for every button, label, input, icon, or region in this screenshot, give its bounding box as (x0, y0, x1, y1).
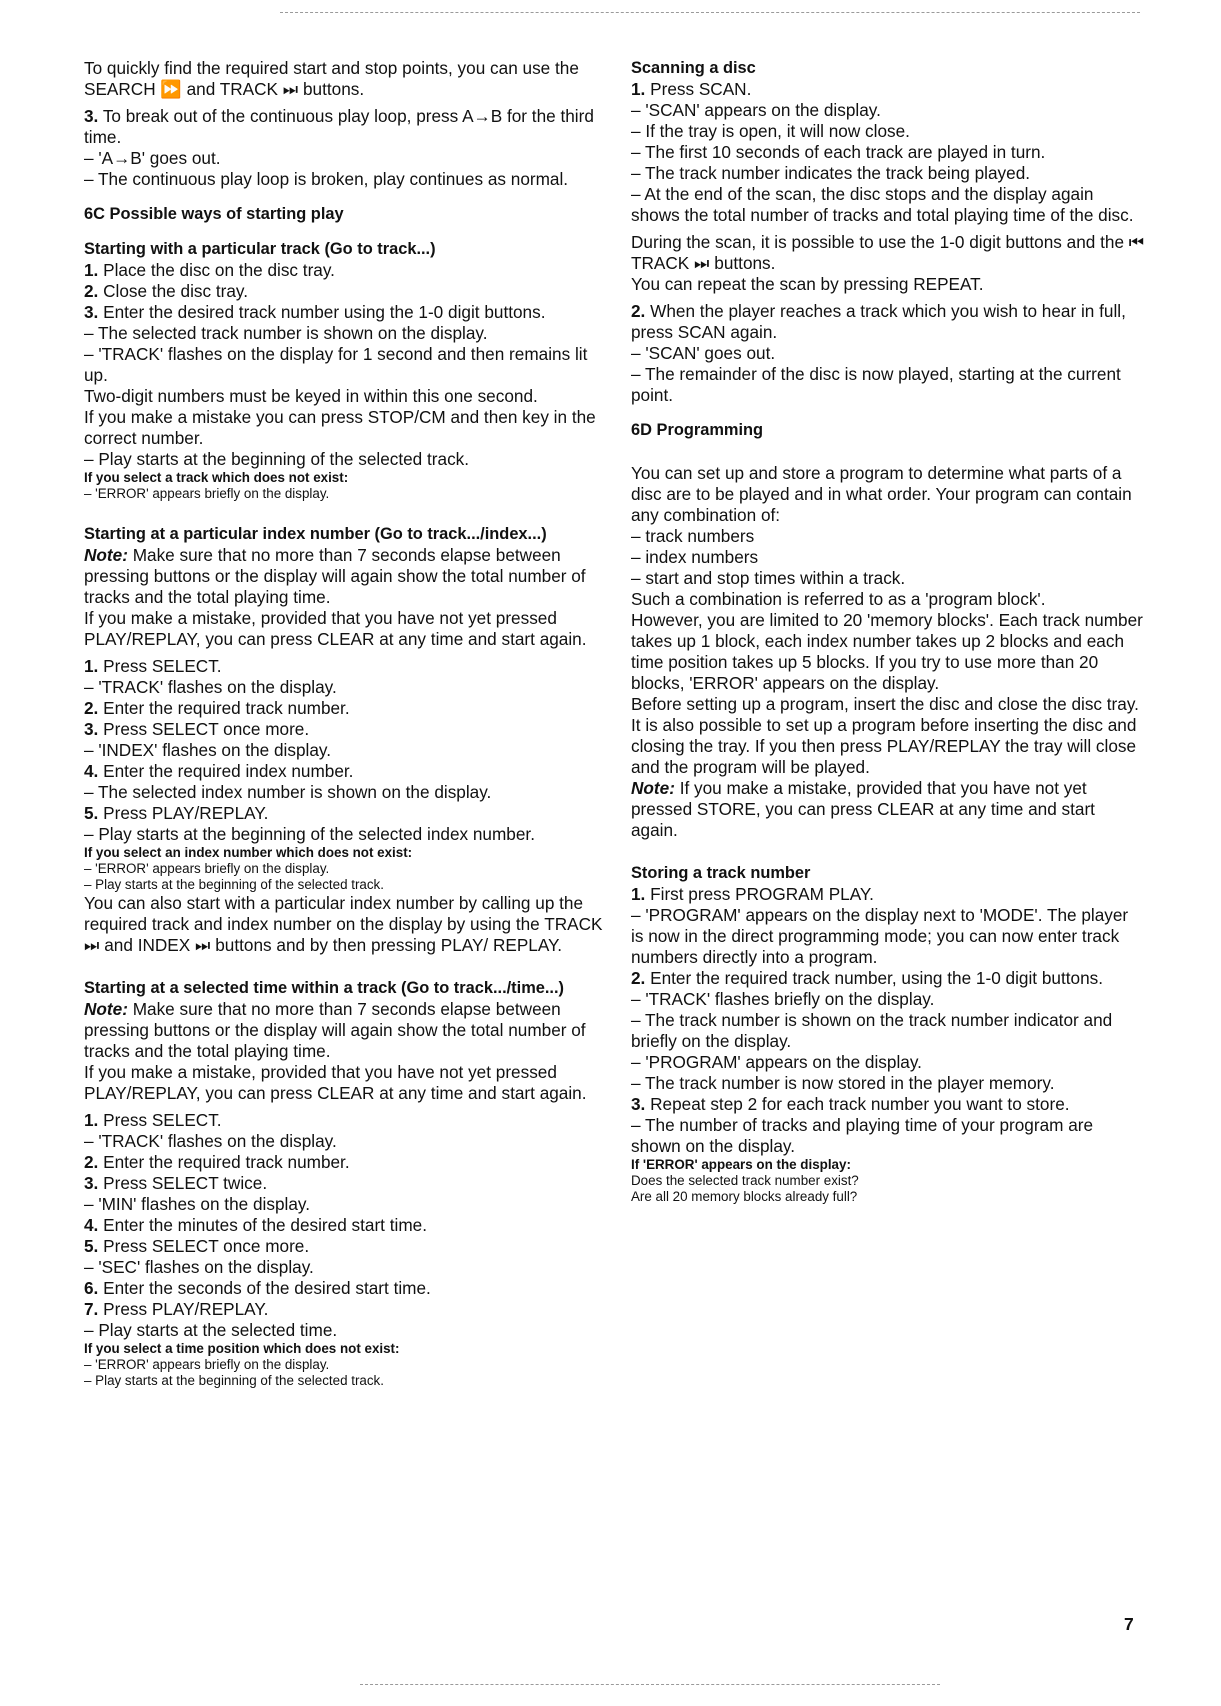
step-text: – The selected index number is shown on the display. (84, 782, 492, 802)
step-text: Press SELECT once more. (103, 719, 310, 739)
mistake-paragraph: If you make a mistake, provided that you have not yet pressed PLAY/REPLAY, you can press CLEAR at any time and start again. (84, 608, 587, 649)
step-text: Repeat step 2 for each track number you want to store. (650, 1094, 1070, 1114)
step-line (84, 1299, 604, 1320)
step-number: 3. (84, 106, 99, 126)
step-text: Enter the required track number, using the 1-0 digit buttons. (650, 968, 1103, 988)
step-line (84, 719, 604, 740)
step-line (84, 1320, 604, 1341)
step-line (84, 260, 604, 281)
scan-artifact-top (280, 12, 1140, 13)
step-number: 1. (631, 79, 646, 99)
step-text: – Play starts at the beginning of the selected index number. (84, 824, 535, 844)
step-text: – The track number is shown on the track number indicator and briefly on the display. (631, 1010, 1113, 1051)
step-number: 3. (84, 1173, 99, 1193)
list-item: – index numbers (631, 547, 759, 567)
step-line (84, 677, 604, 698)
step-line (84, 824, 604, 845)
step-number: 3. (84, 719, 99, 739)
step-line (631, 1052, 1145, 1073)
step-text: – Play starts at the selected time. (84, 1320, 338, 1340)
step-text: – The track number is now stored in the player memory. (631, 1073, 1055, 1093)
error-title: If you select a track which does not exist: (84, 470, 349, 485)
step-text: First press PROGRAM PLAY. (650, 884, 874, 904)
step-line (631, 884, 1145, 905)
step-line (84, 656, 604, 677)
note-line: – 'TRACK' flashes on the display for 1 second and then remains lit up. (84, 344, 588, 385)
step-text: Press PLAY/REPLAY. (103, 1299, 269, 1319)
step-text: Close the disc tray. (103, 281, 249, 301)
note-line: If you make a mistake you can press STOP/CM and then key in the correct number. (84, 407, 596, 448)
step-text: – 'TRACK' flashes on the display. (84, 677, 337, 697)
right-column (631, 58, 1145, 1205)
step-number: 1. (84, 260, 99, 280)
program-paragraph: However, you are limited to 20 'memory blocks'. Each track number takes up 1 block, each index number takes up 2 blocks and each time position takes up 5 blocks. If you try to use more than 20 blocks, 'ERROR' appears on the display. (631, 610, 1143, 693)
step-text: To break out of the continuous play loop, press A→B for the third time. (84, 106, 594, 147)
step-text: Press PLAY/REPLAY. (103, 803, 269, 823)
step-text: – 'PROGRAM' appears on the display next to 'MODE'. The player is now in the direct programming mode; you can now enter track numbers directly into a program. (631, 905, 1129, 967)
step-number: 7. (84, 1299, 99, 1319)
step-line (631, 968, 1145, 989)
step-line (84, 1194, 604, 1215)
step-text: – 'INDEX' flashes on the display. (84, 740, 331, 760)
step-text: – 'MIN' flashes on the display. (84, 1194, 310, 1214)
note-line: Two-digit numbers must be keyed in within this one second. (84, 386, 538, 406)
step-text: Press SELECT once more. (103, 1236, 310, 1256)
step-3 (84, 106, 604, 148)
note-paragraph (631, 778, 1145, 841)
note-label: Note: (631, 778, 675, 798)
step-line (84, 1236, 604, 1257)
error-title: If you select an index number which does not exist: (84, 845, 413, 860)
step-line (84, 281, 604, 302)
step-text: Enter the required track number. (103, 1152, 350, 1172)
step-number: 1. (631, 884, 646, 904)
step-text: – 'PROGRAM' appears on the display. (631, 1052, 922, 1072)
step-line (631, 989, 1145, 1010)
step-line (84, 761, 604, 782)
step-text: Enter the minutes of the desired start time. (103, 1215, 427, 1235)
step-text: Enter the seconds of the desired start time. (103, 1278, 431, 1298)
result-line: – The continuous play loop is broken, play continues as normal. (84, 169, 569, 189)
step-text: Press SELECT. (103, 1110, 222, 1130)
mistake-paragraph: If you make a mistake, provided that you have not yet pressed PLAY/REPLAY, you can press CLEAR at any time and start again. (84, 1062, 587, 1103)
result-line: – The track number indicates the track being played. (631, 163, 1031, 183)
note-text: Make sure that no more than 7 seconds elapse between pressing buttons or the display will again show the total number of tracks and the total playing time. (84, 999, 586, 1061)
error-line: – 'ERROR' appears briefly on the display. (84, 486, 330, 501)
subheading-go-to-time: Starting at a selected time within a track (Go to track.../time...) (84, 979, 565, 997)
subheading-go-to-index: Starting at a particular index number (Go to track.../index...) (84, 525, 547, 543)
section-heading-6c: 6C Possible ways of starting play (84, 205, 344, 223)
error-title: If 'ERROR' appears on the display: (631, 1157, 851, 1172)
step-text: Press SCAN. (650, 79, 752, 99)
result-line: – The first 10 seconds of each track are played in turn. (631, 142, 1046, 162)
note-paragraph (84, 545, 604, 608)
step-line (84, 1278, 604, 1299)
subheading-go-to-track: Starting with a particular track (Go to track...) (84, 240, 436, 258)
step-text: Enter the desired track number using the 1-0 digit buttons. (103, 302, 546, 322)
step-line (84, 1215, 604, 1236)
step-line (631, 79, 1145, 100)
during-paragraph: During the scan, it is possible to use the 1-0 digit buttons and the ⏮ TRACK ⏭ buttons. (631, 232, 1145, 273)
step-line (84, 698, 604, 719)
note-text: Make sure that no more than 7 seconds elapse between pressing buttons or the display will again show the total number of tracks and the total playing time. (84, 545, 586, 607)
step-line (631, 301, 1145, 343)
section-heading-6d: 6D Programming (631, 421, 764, 439)
step-text: Press SELECT. (103, 656, 222, 676)
subheading-storing: Storing a track number (631, 864, 811, 882)
step-line (631, 905, 1145, 968)
list-item: – start and stop times within a track. (631, 568, 906, 588)
step-line (631, 1010, 1145, 1052)
step-line (631, 1073, 1145, 1094)
extra-paragraph: You can also start with a particular index number by calling up the required track and index number on the display by using the TRACK ⏭ and INDEX ⏭ buttons and by then pressing PLAY/ REPLAY. (84, 893, 603, 955)
step-line (84, 302, 604, 323)
left-column (84, 58, 604, 1389)
program-paragraph: Such a combination is referred to as a 'program block'. (631, 589, 1046, 609)
repeat-line: You can repeat the scan by pressing REPEAT. (631, 274, 984, 294)
program-paragraph: Before setting up a program, insert the disc and close the disc tray. It is also possible to set up a program before inserting the disc and closing the tray. If you then press PLAY/REPLAY the tray will close and the program will be played. (631, 694, 1139, 777)
step-text: Enter the required track number. (103, 698, 350, 718)
page-number: 7 (1124, 1614, 1134, 1634)
step-text: – The number of tracks and playing time of your program are shown on the display. (631, 1115, 1094, 1156)
note-label: Note: (84, 545, 128, 565)
step-line (631, 1094, 1145, 1115)
programming-intro: You can set up and store a program to determine what parts of a disc are to be played and in what order. Your program can contain any combination of: (631, 463, 1132, 525)
error-line: Does the selected track number exist? (631, 1173, 859, 1188)
step-number: 5. (84, 1236, 99, 1256)
result-line: – At the end of the scan, the disc stops and the display again shows the total number of tracks and total playing time of the disc. (631, 184, 1134, 225)
step-line (84, 782, 604, 803)
intro-text: To quickly find the required start and stop points, you can use the SEARCH ⏩ and TRACK ⏭ buttons. (84, 58, 579, 99)
step-number: 4. (84, 761, 99, 781)
result-line: – 'A→B' goes out. (84, 148, 221, 168)
error-line: – Play starts at the beginning of the selected track. (84, 877, 384, 892)
step-text: – 'TRACK' flashes on the display. (84, 1131, 337, 1151)
step-number: 2. (631, 968, 646, 988)
error-title: If you select a time position which does not exist: (84, 1341, 400, 1356)
step-number: 3. (631, 1094, 646, 1114)
result-line: – The remainder of the disc is now played, starting at the current point. (631, 364, 1121, 405)
step-line (84, 1257, 604, 1278)
step-number: 2. (84, 1152, 99, 1172)
note-label: Note: (84, 999, 128, 1019)
step-line (84, 1110, 604, 1131)
error-line: – Play starts at the beginning of the selected track. (84, 1373, 384, 1388)
error-line: – 'ERROR' appears briefly on the display. (84, 861, 330, 876)
list-item: – track numbers (631, 526, 755, 546)
step-number: 3. (84, 302, 99, 322)
step-line (84, 1152, 604, 1173)
result-line: – 'SCAN' goes out. (631, 343, 776, 363)
step-number: 2. (84, 698, 99, 718)
step-line (84, 1131, 604, 1152)
step-number: 6. (84, 1278, 99, 1298)
note-paragraph (84, 999, 604, 1062)
step-line (631, 1115, 1145, 1157)
note-text: If you make a mistake, provided that you have not yet pressed STORE, you can press CLEAR at any time and start again. (631, 778, 1095, 840)
subheading-scanning: Scanning a disc (631, 59, 756, 77)
error-line: Are all 20 memory blocks already full? (631, 1189, 858, 1204)
step-number: 2. (84, 281, 99, 301)
step-number: 2. (631, 301, 646, 321)
step-line (84, 803, 604, 824)
step-number: 1. (84, 1110, 99, 1130)
step-text: – 'SEC' flashes on the display. (84, 1257, 314, 1277)
result-line: – 'SCAN' appears on the display. (631, 100, 881, 120)
step-number: 1. (84, 656, 99, 676)
step-number: 5. (84, 803, 99, 823)
step-text: – 'TRACK' flashes briefly on the display. (631, 989, 935, 1009)
result-line: – If the tray is open, it will now close. (631, 121, 910, 141)
step-text: Place the disc on the disc tray. (103, 260, 335, 280)
step-text: When the player reaches a track which you wish to hear in full, press SCAN again. (631, 301, 1126, 342)
step-number: 4. (84, 1215, 99, 1235)
note-line: – The selected track number is shown on the display. (84, 323, 488, 343)
step-text: Press SELECT twice. (103, 1173, 268, 1193)
note-line: – Play starts at the beginning of the selected track. (84, 449, 470, 469)
step-line (84, 1173, 604, 1194)
error-line: – 'ERROR' appears briefly on the display. (84, 1357, 330, 1372)
step-text: Enter the required index number. (103, 761, 354, 781)
step-line (84, 740, 604, 761)
scan-artifact-bottom (360, 1684, 940, 1685)
